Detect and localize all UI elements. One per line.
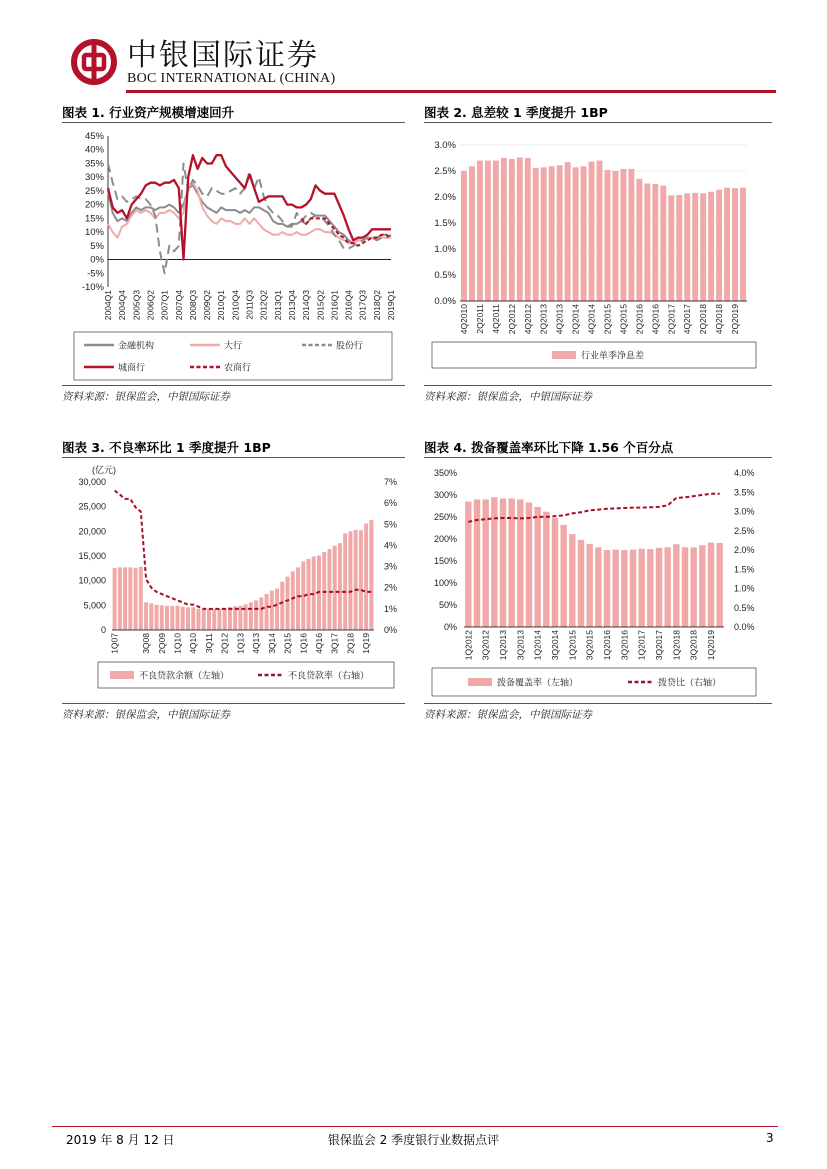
footer-report-title: 银保监会 2 季度银行业数据点评 <box>327 1133 500 1147</box>
y-tick-label: 10,000 <box>78 575 106 586</box>
bar <box>708 543 714 627</box>
x-tick-label: 4Q2015 <box>618 304 629 335</box>
y-tick-label: 100% <box>433 578 457 588</box>
bar <box>165 606 169 630</box>
x-tick-label: 3Q2016 <box>619 630 630 661</box>
y2-tick-label: 5% <box>384 519 398 530</box>
x-tick-label: 3Q11 <box>203 633 214 654</box>
figure-1-chart <box>62 124 405 386</box>
bar <box>664 547 670 627</box>
figure-2-source: 资料来源：银保监会，中银国际证券 <box>424 391 592 403</box>
bar <box>682 547 688 627</box>
x-tick-label: 3Q2012 <box>480 630 491 661</box>
bar <box>581 166 587 301</box>
x-tick-label: 4Q16 <box>313 633 324 654</box>
x-tick-label: 4Q2014 <box>586 304 597 335</box>
bar <box>286 577 290 630</box>
bar <box>690 547 696 627</box>
bar <box>160 605 164 630</box>
y2-tick-label: 1.0% <box>734 583 755 594</box>
y-tick-label: 2.5% <box>434 166 456 177</box>
x-tick-label: 2Q09 <box>156 633 167 654</box>
bar <box>223 608 227 630</box>
x-tick-label: 4Q2011 <box>490 304 501 334</box>
x-tick-label: 2Q12 <box>219 633 230 654</box>
bar <box>212 609 216 630</box>
x-tick-label: 2Q2017 <box>666 304 677 335</box>
y-tick-label: 35% <box>84 158 104 170</box>
bar <box>565 162 571 301</box>
x-tick-label: 2012Q2 <box>258 290 269 321</box>
brand-name-cn: 中银国际证券 <box>127 38 319 73</box>
y-tick-label: 1.0% <box>434 244 456 255</box>
legend-item-4-label: 农商行 <box>224 362 252 373</box>
legend-item-0-label: 行业单季净息差 <box>581 350 645 361</box>
bar <box>186 607 190 630</box>
bar <box>461 171 467 301</box>
bar <box>644 183 650 301</box>
x-tick-label: 1Q2015 <box>567 630 578 661</box>
x-tick-label: 2Q2018 <box>698 304 709 335</box>
y-tick-label: 300% <box>433 490 457 500</box>
x-tick-label: 2004Q1 <box>103 290 113 321</box>
bar <box>732 188 738 301</box>
x-tick-label: 4Q10 <box>188 633 199 654</box>
x-tick-label: 4Q2016 <box>650 304 661 335</box>
bar <box>249 602 253 630</box>
y-tick-label: 20% <box>84 199 104 211</box>
legend-box <box>74 332 392 380</box>
bar <box>557 165 563 301</box>
bar <box>280 582 284 630</box>
x-tick-label: 2016Q1 <box>329 290 340 321</box>
bar <box>509 159 515 301</box>
bar <box>275 589 279 630</box>
bar <box>517 157 523 301</box>
bar <box>628 169 634 301</box>
x-tick-label: 2013Q1 <box>272 290 283 321</box>
bar <box>359 530 363 630</box>
bar <box>477 161 483 301</box>
x-tick-label: 3Q2014 <box>550 630 560 661</box>
y2-tick-label: 0.0% <box>734 622 755 632</box>
y-tick-label: -10% <box>81 282 104 293</box>
x-tick-label: 3Q08 <box>141 633 152 654</box>
bar <box>327 549 331 630</box>
bar <box>604 550 610 627</box>
x-tick-label: 2017Q3 <box>357 290 368 321</box>
figure-3-bottom-rule <box>62 703 405 704</box>
bar <box>254 600 258 630</box>
bar <box>265 594 269 630</box>
header-rule <box>126 90 776 93</box>
x-tick-label: 2008Q3 <box>187 290 198 321</box>
legend-item-2-label: 股份行 <box>336 340 364 351</box>
bar <box>217 609 221 630</box>
bar <box>181 607 185 630</box>
y2-tick-label: 6% <box>384 498 398 509</box>
x-tick-label: 1Q07 <box>109 633 120 654</box>
y-tick-label: 0 <box>100 625 106 635</box>
x-tick-label: 4Q2017 <box>682 304 693 335</box>
figure-2-rule <box>424 122 772 123</box>
x-tick-label: 2Q18 <box>345 633 356 654</box>
bar <box>613 171 619 301</box>
bar <box>144 602 148 630</box>
x-tick-label: 3Q2013 <box>515 630 526 661</box>
bar <box>170 606 174 630</box>
bar <box>139 567 143 630</box>
bar <box>296 567 300 630</box>
y-tick-label: 2.0% <box>434 192 456 203</box>
bar <box>597 161 603 301</box>
x-tick-label: 1Q2016 <box>602 630 612 661</box>
y-tick-label: 30,000 <box>78 477 106 487</box>
legend-item-0-swatch <box>468 678 492 686</box>
footer-date: 2019 年 8 月 12 日 <box>66 1133 175 1147</box>
bar <box>493 161 499 301</box>
bar <box>620 169 626 301</box>
x-tick-label: 1Q2017 <box>636 630 647 661</box>
figure-4-rule <box>424 457 772 458</box>
y-tick-label: 0.5% <box>434 270 456 281</box>
y-tick-label: 25,000 <box>78 501 106 512</box>
footer-rule <box>52 1126 778 1127</box>
bar <box>526 502 532 627</box>
bar <box>196 609 200 630</box>
x-tick-label: 2016Q4 <box>343 290 354 321</box>
x-tick-label: 2010Q1 <box>216 290 227 321</box>
x-tick-label: 2015Q2 <box>315 290 326 321</box>
x-tick-label: 2Q2019 <box>730 304 741 335</box>
y-tick-label: -5% <box>87 268 104 280</box>
figure-1-bottom-rule <box>62 385 405 386</box>
legend-item-3-label: 城商行 <box>118 362 146 373</box>
bar <box>333 546 337 630</box>
bar <box>533 168 539 301</box>
y2-tick-label: 1.5% <box>734 564 755 575</box>
bar <box>354 530 358 630</box>
x-tick-label: 2Q2014 <box>570 304 581 335</box>
x-tick-label: 2014Q3 <box>301 290 312 321</box>
legend-item-0-label: 拨备覆盖率（左轴） <box>497 677 579 688</box>
x-tick-label: 4Q2012 <box>522 304 533 335</box>
bar <box>134 568 138 630</box>
x-tick-label: 2007Q4 <box>173 290 184 321</box>
y-tick-label: 0.0% <box>434 296 456 307</box>
bar <box>652 184 658 301</box>
y-tick-label: 0% <box>90 254 104 266</box>
x-tick-label: 1Q10 <box>172 633 183 654</box>
y-unit-label: (亿元) <box>92 465 116 475</box>
series-line-2 <box>108 164 391 274</box>
x-tick-label: 1Q2013 <box>498 630 508 661</box>
x-tick-label: 3Q2017 <box>654 630 664 661</box>
y-tick-label: 50% <box>438 600 457 610</box>
bar <box>595 547 601 627</box>
y-tick-label: 250% <box>433 512 457 522</box>
bar <box>708 192 714 301</box>
x-tick-label: 4Q13 <box>251 633 262 654</box>
bar <box>647 549 653 627</box>
y-tick-label: 5,000 <box>83 600 106 611</box>
x-tick-label: 2006Q2 <box>145 290 156 321</box>
x-tick-label: 2011Q3 <box>244 290 255 320</box>
figure-3-title: 图表 3. 不良率环比 1 季度提升 1BP <box>62 440 271 455</box>
x-tick-label: 1Q2012 <box>463 630 474 661</box>
x-tick-label: 1Q2014 <box>532 630 543 661</box>
y-tick-label: 20,000 <box>78 526 106 537</box>
bar <box>123 567 127 630</box>
bar <box>612 550 618 627</box>
bar <box>343 533 347 630</box>
x-tick-label: 3Q14 <box>266 633 277 654</box>
bar <box>673 544 679 627</box>
bar <box>549 166 555 301</box>
legend-item-1-label: 大行 <box>224 340 243 351</box>
x-tick-label: 2005Q3 <box>131 290 142 321</box>
y-tick-label: 350% <box>433 468 457 478</box>
x-tick-label: 3Q2015 <box>584 630 595 661</box>
x-tick-label: 2Q2015 <box>602 304 613 335</box>
y2-tick-label: 4% <box>384 540 398 551</box>
x-tick-label: 2007Q1 <box>159 290 170 321</box>
x-tick-label: 4Q2018 <box>714 304 725 335</box>
figure-4-chart <box>424 459 772 703</box>
bar <box>656 548 662 627</box>
y-tick-label: 15,000 <box>78 551 106 561</box>
bar <box>469 166 475 301</box>
y-tick-label: 45% <box>84 131 104 142</box>
bar <box>621 550 627 627</box>
bar <box>364 523 368 630</box>
bar <box>716 190 722 301</box>
y-tick-label: 200% <box>433 534 457 544</box>
bar <box>525 158 531 301</box>
bar <box>207 609 211 630</box>
bar <box>700 193 706 301</box>
y2-tick-label: 0.5% <box>734 602 755 613</box>
bar <box>149 603 153 630</box>
bar <box>676 195 682 301</box>
figure-2-bottom-rule <box>424 385 772 386</box>
bar <box>291 571 295 630</box>
y2-tick-label: 1% <box>384 603 398 614</box>
bar <box>638 549 644 627</box>
figure-1-title: 图表 1. 行业资产规模增速回升 <box>62 105 235 120</box>
y-tick-label: 30% <box>84 172 104 184</box>
x-tick-label: 1Q19 <box>361 633 372 654</box>
bar <box>155 605 159 630</box>
x-tick-label: 1Q2019 <box>706 630 716 661</box>
y-tick-label: 150% <box>433 556 457 566</box>
bar <box>560 525 566 627</box>
y-tick-label: 40% <box>84 144 104 156</box>
y2-tick-label: 2% <box>384 582 398 593</box>
bar <box>491 497 497 627</box>
y2-tick-label: 3.0% <box>734 506 755 517</box>
x-tick-label: 2Q15 <box>282 633 293 654</box>
legend-item-0-swatch <box>110 671 134 679</box>
x-tick-label: 2004Q4 <box>117 290 128 321</box>
bar <box>118 567 122 630</box>
x-tick-label: 2Q2013 <box>538 304 549 335</box>
x-tick-label: 4Q2013 <box>554 304 565 335</box>
boc-logo <box>70 38 118 86</box>
y2-tick-label: 2.5% <box>734 525 755 536</box>
y2-tick-label: 7% <box>384 477 398 487</box>
bar <box>534 507 540 627</box>
bar <box>699 545 705 627</box>
bar <box>474 499 480 627</box>
y2-tick-label: 2.0% <box>734 545 755 555</box>
bar <box>543 512 549 627</box>
legend-item-0-label: 金融机构 <box>118 340 155 351</box>
bar <box>270 591 274 630</box>
figure-2-title: 图表 2. 息差较 1 季度提升 1BP <box>424 105 608 120</box>
bar <box>573 167 579 301</box>
bar <box>589 162 595 301</box>
x-tick-label: 2010Q4 <box>230 290 241 321</box>
y-tick-label: 15% <box>84 213 104 225</box>
x-tick-label: 3Q2018 <box>688 630 699 661</box>
x-tick-label: 2Q2016 <box>634 304 645 335</box>
bar <box>202 609 206 630</box>
legend-item-1-label: 不良贷款率（右轴） <box>288 670 370 681</box>
figure-3-chart <box>62 459 405 703</box>
bar <box>586 544 592 627</box>
x-tick-label: 1Q16 <box>298 633 309 654</box>
x-tick-label: 2018Q2 <box>371 290 382 321</box>
y2-tick-label: 0% <box>384 625 398 635</box>
bar <box>338 543 342 630</box>
bar <box>692 193 698 301</box>
bar <box>501 158 507 301</box>
bar <box>684 193 690 301</box>
bar <box>636 179 642 301</box>
x-tick-label: 2009Q2 <box>202 290 213 321</box>
y2-tick-label: 4.0% <box>734 468 755 478</box>
bar <box>485 161 491 301</box>
figure-1-source: 资料来源：银保监会，中银国际证券 <box>62 391 230 403</box>
x-tick-label: 2Q2011 <box>474 304 485 334</box>
bar <box>668 195 674 301</box>
figure-1-rule <box>62 122 405 123</box>
figure-3-rule <box>62 457 405 458</box>
figure-4-source: 资料来源：银保监会，中银国际证券 <box>424 709 592 721</box>
bar <box>569 534 575 627</box>
bar <box>259 597 263 630</box>
x-tick-label: 2013Q4 <box>286 290 297 321</box>
bar <box>605 170 611 301</box>
y-tick-label: 25% <box>84 185 104 197</box>
y-tick-label: 0% <box>443 622 457 632</box>
y-tick-label: 3.0% <box>434 140 456 151</box>
bar <box>228 607 232 630</box>
x-tick-label: 2Q2012 <box>506 304 517 335</box>
x-tick-label: 1Q13 <box>235 633 246 654</box>
bar <box>541 167 547 301</box>
bar <box>128 567 132 630</box>
x-tick-label: 1Q2018 <box>671 630 682 661</box>
bar <box>578 540 584 627</box>
bar <box>630 550 636 627</box>
figure-2-chart <box>424 124 772 386</box>
bar <box>716 543 722 627</box>
bar <box>348 531 352 630</box>
bar <box>552 518 558 627</box>
bar <box>113 568 117 630</box>
legend-item-0-swatch <box>552 351 576 359</box>
y-tick-label: 5% <box>90 240 104 252</box>
x-tick-label: 2019Q1 <box>386 290 396 321</box>
y2-tick-label: 3% <box>384 561 398 572</box>
x-tick-label: 3Q17 <box>329 633 340 654</box>
bar <box>740 188 746 301</box>
legend-item-0-label: 不良贷款余额（左轴） <box>139 670 230 681</box>
bar <box>724 188 730 301</box>
figure-4-bottom-rule <box>424 703 772 704</box>
brand-name-en: BOC INTERNATIONAL (CHINA) <box>127 71 336 86</box>
figure-3-source: 资料来源：银保监会，中银国际证券 <box>62 709 230 721</box>
y-tick-label: 1.5% <box>434 218 456 229</box>
bar <box>176 606 180 630</box>
bar <box>660 186 666 301</box>
y2-tick-label: 3.5% <box>734 487 755 498</box>
bar <box>369 520 373 630</box>
figure-4-title: 图表 4. 拨备覆盖率环比下降 1.56 个百分点 <box>424 440 674 455</box>
footer-page-number: 3 <box>766 1131 774 1145</box>
legend-item-1-label: 拨贷比（右轴） <box>658 677 722 688</box>
x-tick-label: 4Q2010 <box>458 304 469 335</box>
bar <box>191 607 195 630</box>
y-tick-label: 10% <box>84 227 104 239</box>
